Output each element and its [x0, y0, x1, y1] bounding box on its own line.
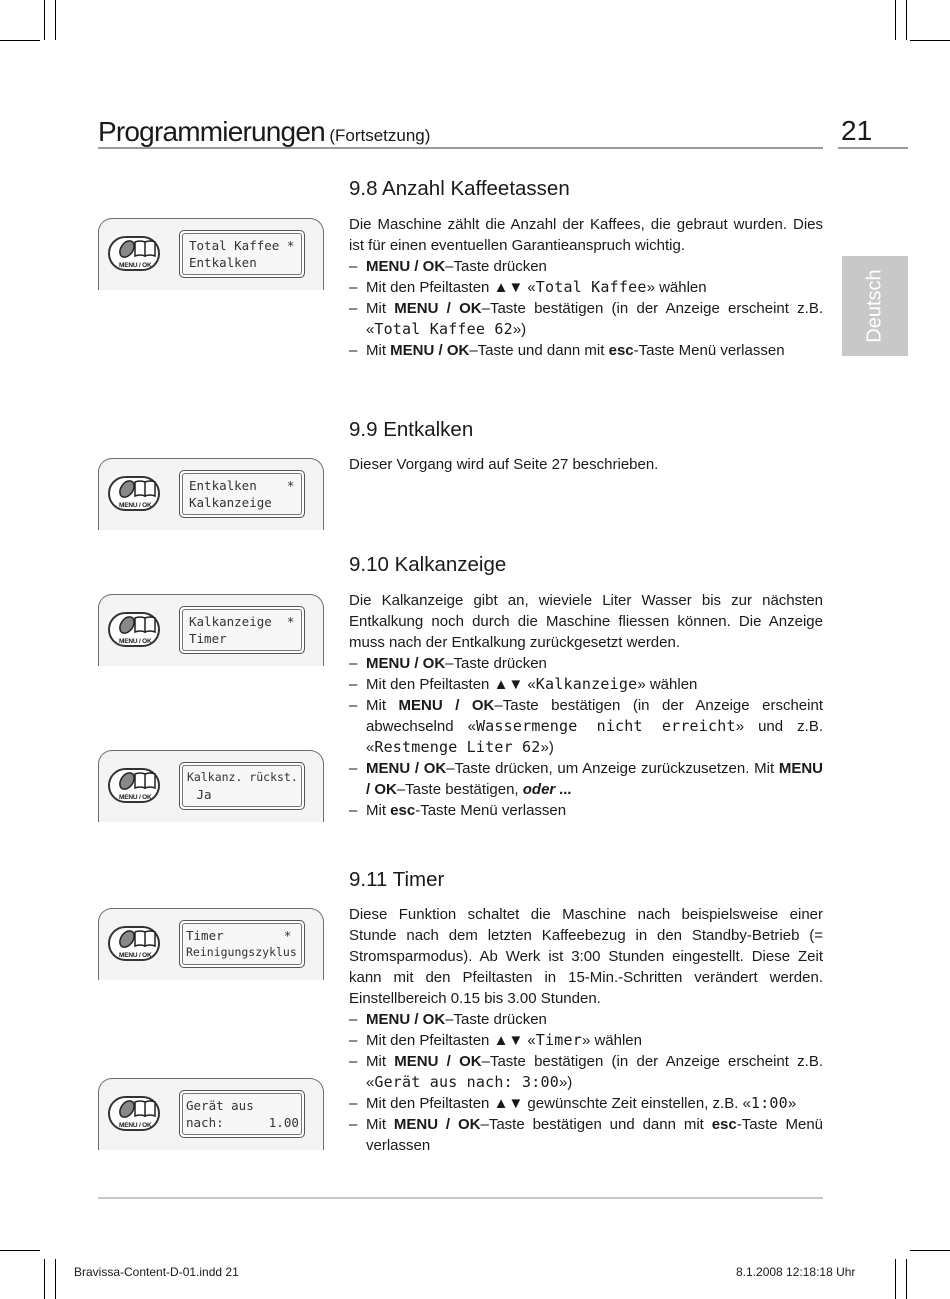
section-body-9-8 [349, 214, 823, 361]
lcd-line-1: Total Kaffee * [189, 238, 295, 253]
crop-mark [895, 0, 896, 40]
footer-rule [98, 1197, 823, 1199]
section-heading-9-8: 9.8 Anzahl Kaffeetassen [349, 177, 570, 200]
step-list [349, 653, 823, 821]
menu-ok-label: MENU / OK [119, 502, 152, 509]
section-heading-9-11: 9.11 Timer [349, 868, 445, 891]
title-text: Programmierungen [98, 116, 325, 147]
header-rule-right [838, 147, 908, 149]
crop-mark [55, 0, 56, 40]
crop-mark [44, 0, 45, 40]
menu-ok-label: MENU / OK [119, 262, 152, 269]
step-item: – Mit MENU / OK–Taste bestätigen (in der Anzeige erscheint z.B. «Total Kaffee 62») [349, 298, 823, 340]
lcd-display [179, 920, 305, 968]
menu-ok-button [108, 236, 160, 271]
section-body-9-10 [349, 590, 823, 821]
menu-ok-label: MENU / OK [119, 952, 152, 959]
crop-mark [906, 0, 907, 40]
display-panel [98, 750, 324, 822]
page-number: 21 [841, 115, 873, 146]
intro-text: Die Kalkanzeige gibt an, wieviele Liter Wasser bis zur nächsten Entkalkung noch durch die Maschine fliessen können. Die Anzeige muss nach der Entkalkung zurückgesetzt werden. [349, 592, 823, 651]
step-item: – Mit MENU / OK–Taste bestätigen (in der Anzeige erscheint abwechselnd «Wassermenge nicht erreicht» und z.B. «Restmenge Liter 62») [349, 695, 823, 758]
footer-file: Bravissa-Content-D-01.indd 21 [74, 1265, 239, 1279]
lcd-line-2: Timer [189, 631, 227, 646]
lcd-display [179, 762, 305, 810]
title-subtitle: (Fortsetzung) [329, 126, 431, 145]
language-tab [842, 256, 908, 356]
step-item: – MENU / OK–Taste drücken, um Anzeige zurückzusetzen. Mit MENU / OK–Taste bestätigen, oder ... [349, 758, 823, 800]
lcd-line-2: nach: 1.00 [186, 1115, 299, 1130]
lcd-line-2: Entkalken [189, 255, 257, 270]
crop-mark [44, 1259, 45, 1299]
language-tab-label: Deutsch [863, 269, 886, 343]
menu-ok-button [108, 768, 160, 803]
crop-mark [910, 40, 950, 41]
display-panel [98, 458, 324, 530]
step-item: – Mit MENU / OK–Taste bestätigen (in der Anzeige erscheint z.B. «Gerät aus nach: 3:00») [349, 1051, 823, 1093]
section-heading-9-9: 9.9 Entkalken [349, 418, 474, 441]
section-body-9-11 [349, 904, 823, 1156]
section-body-9-9 [349, 454, 823, 475]
lcd-line-1: Kalkanzeige * [189, 614, 295, 629]
crop-mark [0, 40, 40, 41]
menu-ok-button [108, 1096, 160, 1131]
step-list [349, 1009, 823, 1156]
header-rule [98, 147, 823, 149]
lcd-line-2: Ja [189, 787, 212, 802]
step-list [349, 256, 823, 361]
lcd-line-1: Timer * [186, 928, 292, 943]
lcd-display [179, 606, 305, 654]
lcd-line-1: Entkalken * [189, 478, 295, 493]
crop-mark [906, 1259, 907, 1299]
intro-text: Die Maschine zählt die Anzahl der Kaffees, die gebraut wurden. Dies ist für einen eventuellen Garantieanspruch wichtig. [349, 216, 823, 254]
crop-mark [895, 1259, 896, 1299]
page-title [98, 116, 430, 148]
menu-ok-button [108, 612, 160, 647]
display-panel [98, 218, 324, 290]
intro-text: Diese Funktion schaltet die Maschine nach beispielsweise einer Stunde nach dem letzten Kaffeebezug in den Standby-Betrieb (= Stromsparmodus). Ab Werk ist 3:00 Stunden eingestellt. Diese Zeit kann mit den Pfeiltasten in 15-Min.-Schritten verändert werden. Einstellbereich 0.15 bis 3.00 Stunden. [349, 906, 823, 1007]
step-item: – Mit den Pfeiltasten ▲▼ «Timer» wählen [349, 1030, 823, 1051]
lcd-display [179, 1090, 305, 1138]
lcd-line-2: Kalkanzeige [189, 495, 272, 510]
step-item: – Mit MENU / OK–Taste bestätigen und dann mit esc-Taste Menü verlassen [349, 1114, 823, 1156]
step-item: – MENU / OK–Taste drücken [349, 1009, 823, 1030]
section-heading-9-10: 9.10 Kalkanzeige [349, 553, 507, 576]
step-item: – MENU / OK–Taste drücken [349, 256, 823, 277]
intro-text: Dieser Vorgang wird auf Seite 27 beschrieben. [349, 456, 659, 473]
menu-ok-label: MENU / OK [119, 1122, 152, 1129]
menu-ok-button [108, 476, 160, 511]
menu-ok-button [108, 926, 160, 961]
step-item: – Mit den Pfeiltasten ▲▼ gewünschte Zeit einstellen, z.B. «1:00» [349, 1093, 823, 1114]
crop-mark [910, 1250, 950, 1251]
menu-ok-label: MENU / OK [119, 638, 152, 645]
lcd-display [179, 470, 305, 518]
lcd-line-1: Kalkanz. rückst. [187, 770, 298, 784]
step-item: – MENU / OK–Taste drücken [349, 653, 823, 674]
footer-timestamp: 8.1.2008 12:18:18 Uhr [736, 1265, 856, 1279]
crop-mark [55, 1259, 56, 1299]
crop-mark [0, 1250, 40, 1251]
display-panel [98, 908, 324, 980]
display-panel [98, 594, 324, 666]
display-panel [98, 1078, 324, 1150]
lcd-display [179, 230, 305, 278]
menu-ok-label: MENU / OK [119, 794, 152, 801]
step-item: – Mit den Pfeiltasten ▲▼ «Total Kaffee» wählen [349, 277, 823, 298]
step-item: – Mit den Pfeiltasten ▲▼ «Kalkanzeige» wählen [349, 674, 823, 695]
lcd-line-2: Reinigungszyklus [186, 945, 297, 959]
step-item: – Mit esc-Taste Menü verlassen [349, 800, 823, 821]
step-item: – Mit MENU / OK–Taste und dann mit esc-Taste Menü verlassen [349, 340, 823, 361]
lcd-line-1: Gerät aus [186, 1098, 254, 1113]
